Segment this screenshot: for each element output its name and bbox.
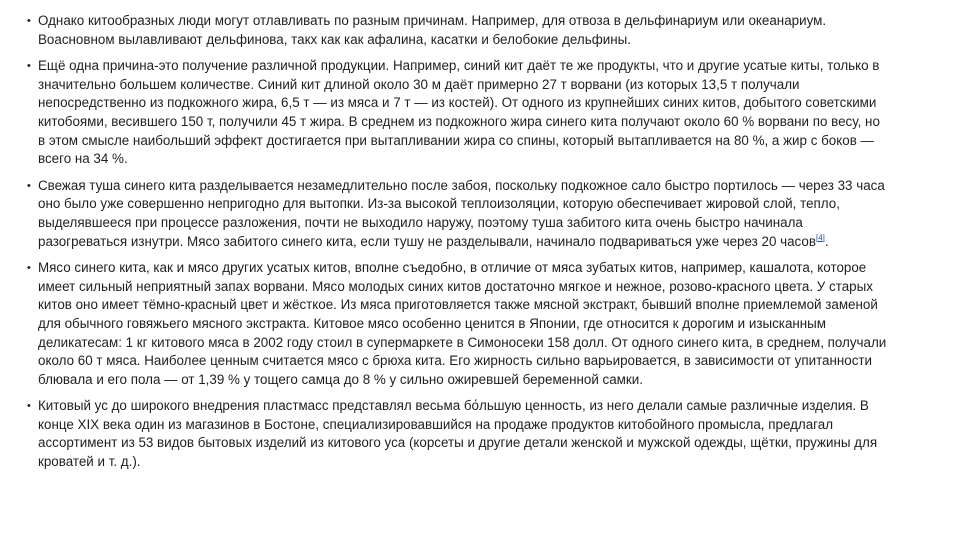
bullet-text-tail: . <box>824 233 829 249</box>
bullet-text: Ещё одна причина-это получение различной продукции. Например, синий кит даёт те же продукты, что и другие усатые киты, только в значительно большем количестве. Синий кит длиной около 30 м даёт примерно 27 т ворвани (из которых 13,5 т получали непосредственно из подкожного жира, 6,5 т — из мяса и 7 т — из костей). От одного из крупнейших синих китов, добытого советскими китобоями, весившего 150 т, получили 45 т жира. В среднем из подкожного жира синего кита получают около 60 % ворвани по весу, но в этом смысле наибольший эффект достигается при вытапливании жира со спины, который вытапливается на 80 %, а жир с боков — всего на 34 %. <box>38 58 880 167</box>
bullet-item <box>22 12 890 49</box>
bullet-dot-icon: • <box>27 15 31 27</box>
bullet-list <box>22 12 890 472</box>
bullet-item <box>22 259 890 389</box>
bullet-text: Мясо синего кита, как и мясо других усатых китов, вполне съедобно, в отличие от мяса зубатых китов, например, кашалота, которое имеет сильный неприятный запах ворвани. Мясо молодых синих китов достаточно мягкое и нежное, розово-красного цвета. У старых китов оно имеет тёмно-красный цвет и жёсткое. Из мяса приготовляется также мясной экстракт, бывший вполне приемлемой заменой для обычного говяжьего мясного экстракта. Китовое мясо особенно ценится в Японии, где относится к дорогим и изысканным деликатесам: 1 кг китового мяса в 2002 году стоил в супермаркете в Симоносеки 158 долл. От одного синего кита, в среднем, получали около 60 т мяса. Наиболее ценным считается мясо с брюха кита. Его жирность сильно варьировается, в зависимости от упитанности блювала и его пола — от 1,39 % у тощего самца до 8 % у сильно ожиревшей беременной самки. <box>38 260 887 387</box>
bullet-dot-icon: • <box>27 60 31 73</box>
bullet-item <box>22 177 890 251</box>
footnote-link[interactable]: [4] <box>815 233 825 243</box>
bullet-item <box>22 397 890 471</box>
bullet-dot-icon: • <box>27 262 31 275</box>
bullet-dot-icon: • <box>27 179 31 192</box>
bullet-dot-icon: • <box>27 400 31 413</box>
bullet-text: Свежая туша синего кита разделывается незамедлительно после забоя, поскольку подкожное сало быстро портилось — через 33 часа оно было уже совершенно непригодно для вытопки. Из-за высокой теплоизоляции, которую обеспечивает жировой слой, тепло, выделявшееся при процессе разложения, почти не выходило наружу, поэтому туша забитого кита очень быстро начинала разогреваться изнутри. Мясо забитого синего кита, если тушу не разделывали, начинало подвариваться уже через 20 часов <box>38 177 885 249</box>
bullet-text: Однако китообразных люди могут отлавливать по разным причинам. Например, для отвоза в дельфинариум или океанариум. Воасновном вылавливают дельфинова, такх как как афалина, касатки и белобокие дельфины. <box>38 13 827 47</box>
bullet-item <box>22 57 890 169</box>
bullet-text: Китовый ус до широкого внедрения пластмасс представлял весьма бо́льшую ценность, из него делали самые различные изделия. В конце XIX века один из магазинов в Бостоне, специализировавшийся на продаже продуктов китобойного промысла, предлагал ассортимент из 53 видов бытовых изделий из китового уса (корсеты и другие детали женской и мужской одежды, щётки, пружины для кроватей и т. д.). <box>38 398 878 470</box>
